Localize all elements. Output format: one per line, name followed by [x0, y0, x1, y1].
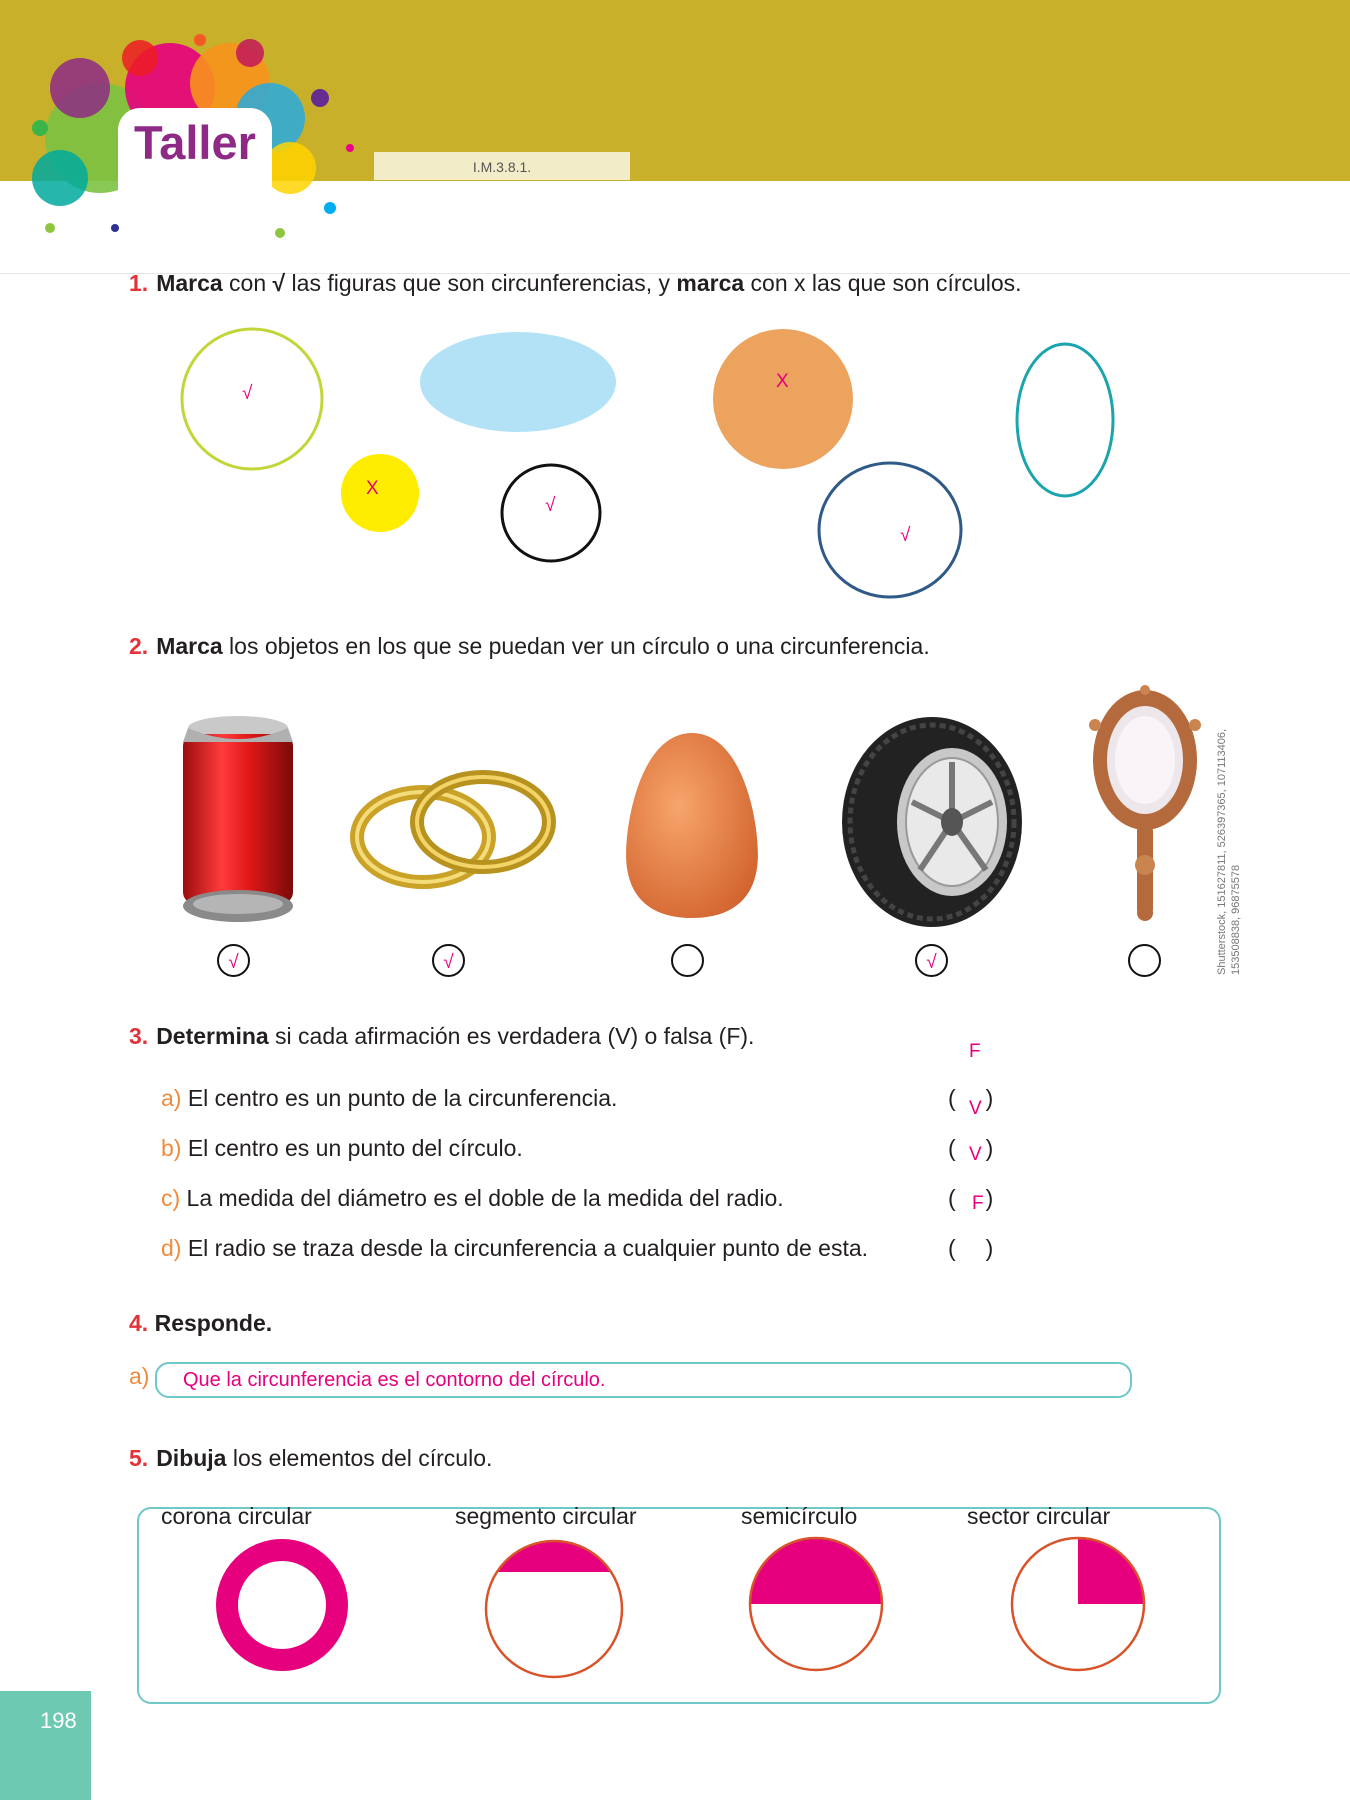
page-number: 198	[40, 1708, 77, 1733]
object-mark-mirror[interactable]	[1128, 944, 1161, 977]
egg-image	[617, 728, 767, 923]
mark-check: √	[545, 495, 556, 516]
question-number: 4.	[129, 1310, 149, 1336]
object-mark-can[interactable]: √	[217, 944, 250, 977]
object-mark-tire[interactable]: √	[915, 944, 948, 977]
statement-c: c) La medida del diámetro es el doble de la medida del radio.	[161, 1185, 784, 1211]
question-keyword: Marca	[156, 270, 223, 296]
object-mark-egg[interactable]	[671, 944, 704, 977]
question-4	[129, 1310, 272, 1337]
shape-blue-filled-ellipse	[420, 332, 616, 432]
answer-slot-b[interactable]: ( )	[948, 1135, 994, 1161]
label-sector-circular: sector circular	[967, 1503, 1111, 1529]
shape-orange-circle	[713, 329, 853, 469]
question-keyword: Responde.	[154, 1310, 273, 1336]
stray-answer: F	[969, 1041, 981, 1062]
answer-slot-a[interactable]: ( )	[948, 1085, 994, 1111]
question-number: 2.	[129, 633, 149, 659]
statement-d: d) El radio se traza desde la circunferencia a cualquier punto de esta.	[161, 1235, 869, 1261]
answer-c: F	[972, 1193, 984, 1214]
question-keyword: Dibuja	[156, 1445, 227, 1471]
answer-b: V	[969, 1144, 982, 1165]
label-semicirculo: semicírculo	[741, 1503, 858, 1529]
answer-field[interactable]: Que la circunferencia es el contorno del círculo.	[155, 1362, 1132, 1398]
mark-cross: X	[776, 371, 789, 392]
question-3: 3. Determina si cada afirmación es verdadera (V) o falsa (F).	[129, 1023, 755, 1049]
question-number: 1.	[129, 270, 149, 296]
drawing-area[interactable]	[137, 1507, 1221, 1704]
mark-cross: X	[366, 478, 379, 499]
soda-can-image	[175, 708, 300, 933]
check-symbol: √	[272, 270, 286, 296]
image-credit: Shutterstock, 151627811, 526397365, 107113406, 153508838, 96875578	[1216, 728, 1242, 975]
statement-b: b) El centro es un punto del círculo.	[161, 1135, 523, 1161]
answer-slot-c[interactable]: ( )	[948, 1185, 994, 1211]
skill-code: I.M.3.8.1.	[374, 152, 630, 180]
question-5: 5. Dibuja los elementos del círculo.	[129, 1445, 493, 1471]
mark-check: √	[900, 525, 911, 546]
object-mark-rings[interactable]: √	[432, 944, 465, 977]
statement-a: a) El centro es un punto de la circunferencia.	[161, 1085, 618, 1111]
label-corona-circular: corona circular	[161, 1503, 312, 1529]
question-number: 5.	[129, 1445, 149, 1471]
tire-image	[840, 710, 1030, 930]
shapes-area	[0, 0, 1350, 640]
answer-slot-d[interactable]: ( )	[948, 1235, 994, 1261]
question-2: 2. Marca los objetos en los que se puedan ver un círculo o una circunferencia.	[129, 633, 930, 659]
page-title: Taller	[134, 116, 256, 169]
label-segmento-circular: segmento circular	[455, 1503, 637, 1529]
mark-check: √	[242, 383, 253, 404]
question-number: 3.	[129, 1023, 149, 1049]
item-letter: a)	[129, 1363, 150, 1389]
wedding-rings-image	[348, 765, 558, 895]
answer-a: V	[969, 1098, 982, 1119]
question-keyword: Marca	[156, 633, 223, 659]
question-keyword: Determina	[156, 1023, 269, 1049]
question-1: 1. Marca con √ las figuras que son circunferencias, y marca con x las que son círculos.	[129, 270, 1022, 296]
hand-mirror-image	[1085, 685, 1210, 930]
shape-navy-circumference	[819, 463, 961, 597]
shape-yellow-circle	[341, 454, 419, 532]
shape-teal-ellipse	[1017, 344, 1113, 496]
